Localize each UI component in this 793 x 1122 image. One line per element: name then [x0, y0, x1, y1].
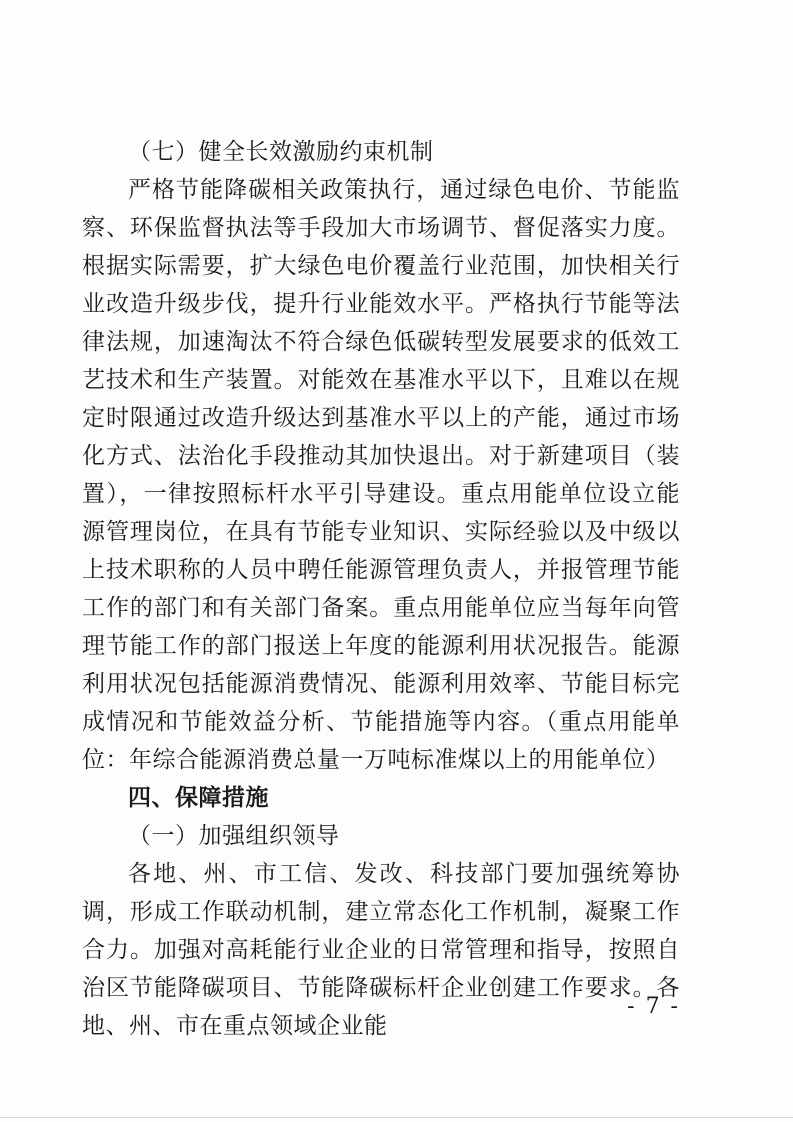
page-number: - 7 - [627, 994, 680, 1019]
paragraph-organization-leadership: 各地、州、市工信、发改、科技部门要加强统筹协调，形成工作联动机制，建立常态化工作机制，凝聚工作合力。加强对高耗能行业企业的日常管理和指导，按照自治区节能降碳项目、节能降碳标杆企业创建工作要求。各地、州、市在重点领域企业能 [82, 861, 680, 1039]
subsection-heading-organization: （一）加强组织领导 [128, 823, 340, 849]
page-bottom-edge [0, 1117, 793, 1118]
subsection-heading-7: （七）健全长效激励约束机制 [128, 139, 434, 165]
paragraph-incentive-mechanism: 严格节能降碳相关政策执行，通过绿色电价、节能监察、环保监督执法等手段加大市场调节、督促落实力度。根据实际需要，扩大绿色电价覆盖行业范围，加快相关行业改造升级步伐，提升行业能效水平。严格执行节能等法律法规，加速淘汰不符合绿色低碳转型发展要求的低效工艺技术和生产装置。对能效在基准水平以下，且难以在规定时限通过改造升级达到基准水平以上的产能，通过市场化方式、法治化手段推动其加快退出。对于新建项目（装置），一律按照标杆水平引导建设。重点用能单位设立能源管理岗位，在具有节能专业知识、实际经验以及中级以上技术职称的人员中聘任能源管理负责人，并报管理节能工作的部门和有关部门备案。重点用能单位应当每年向管理节能工作的部门报送上年度的能源利用状况报告。能源利用状况包括能源消费情况、能源利用效率、节能目标完成情况和节能效益分析、节能措施等内容。（重点用能单位：年综合能源消费总量一万吨标准煤以上的用能单位） [82, 177, 680, 773]
document-body [82, 133, 680, 1045]
section-heading-safeguards: 四、保障措施 [128, 785, 269, 811]
